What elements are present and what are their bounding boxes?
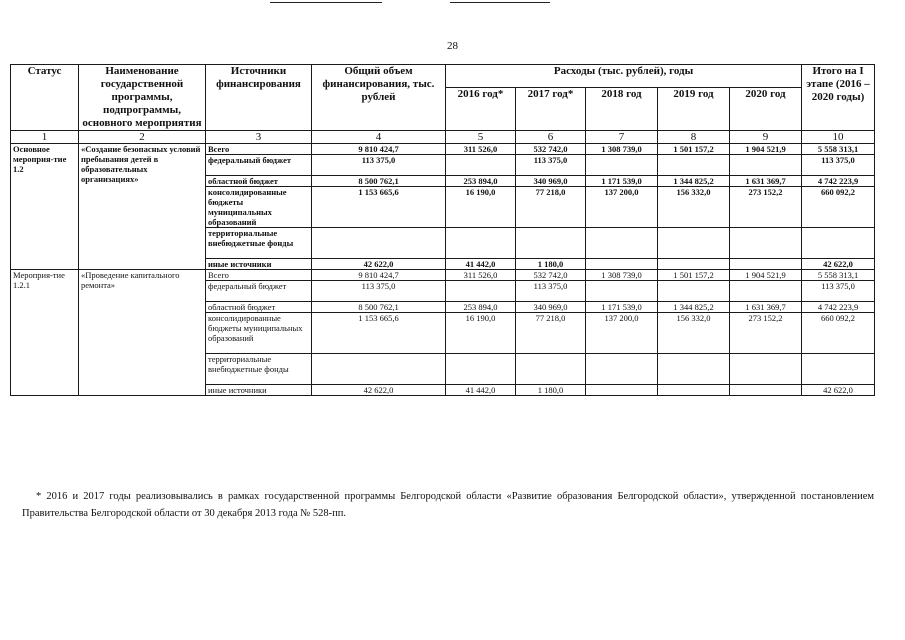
header-year-2020: 2020 год (730, 87, 802, 131)
amount-cell: 660 092,2 (802, 187, 875, 228)
header-source: Источники финансирования (206, 65, 312, 131)
amount-cell (516, 354, 586, 385)
column-number: 5 (446, 131, 516, 144)
amount-cell (658, 385, 730, 396)
table-body (11, 144, 875, 396)
amount-cell: 4 742 223,9 (802, 302, 875, 313)
amount-cell (658, 155, 730, 176)
amount-cell: 1 308 739,0 (586, 270, 658, 281)
amount-cell: 113 375,0 (802, 155, 875, 176)
header-stage-total: Итого на I этапе (2016 – 2020 годы) (802, 65, 875, 131)
funding-source-cell: консолидированные бюджеты муниципальных образований (206, 187, 312, 228)
amount-cell: 1 904 521,9 (730, 144, 802, 155)
amount-cell (446, 354, 516, 385)
row-total (11, 270, 875, 281)
amount-cell: 1 153 665,6 (312, 313, 446, 354)
amount-cell (730, 259, 802, 270)
column-number: 4 (312, 131, 446, 144)
amount-cell (730, 354, 802, 385)
amount-cell: 41 442,0 (446, 385, 516, 396)
funding-source-cell: областной бюджет (206, 176, 312, 187)
amount-cell (446, 281, 516, 302)
amount-cell (658, 259, 730, 270)
funding-source-cell: областной бюджет (206, 302, 312, 313)
column-number: 3 (206, 131, 312, 144)
amount-cell: 113 375,0 (516, 281, 586, 302)
amount-cell: 532 742,0 (516, 144, 586, 155)
funding-source-cell: консолидированные бюджеты муниципальных образований (206, 313, 312, 354)
column-numbers-row (11, 131, 875, 144)
amount-cell: 8 500 762,1 (312, 176, 446, 187)
status-cell: Мероприя-тие 1.2.1 (11, 270, 79, 396)
amount-cell: 16 190,0 (446, 313, 516, 354)
header-year-2016: 2016 год* (446, 87, 516, 131)
column-number: 10 (802, 131, 875, 144)
amount-cell: 113 375,0 (802, 281, 875, 302)
amount-cell: 42 622,0 (802, 385, 875, 396)
header-year-2019: 2019 год (658, 87, 730, 131)
funding-source-cell: территориальные внебюджетные фонды (206, 354, 312, 385)
amount-cell (730, 228, 802, 259)
header-status: Статус (11, 65, 79, 131)
amount-cell (586, 354, 658, 385)
amount-cell (586, 281, 658, 302)
amount-cell (658, 281, 730, 302)
amount-cell: 1 344 825,2 (658, 176, 730, 187)
amount-cell: 156 332,0 (658, 187, 730, 228)
amount-cell: 113 375,0 (312, 155, 446, 176)
funding-source-cell: Всего (206, 270, 312, 281)
header-expenses: Расходы (тыс. рублей), годы (446, 65, 802, 88)
column-number: 7 (586, 131, 658, 144)
page-number: 28 (447, 40, 458, 52)
amount-cell: 311 526,0 (446, 144, 516, 155)
amount-cell: 1 904 521,9 (730, 270, 802, 281)
row-total (11, 144, 875, 155)
amount-cell: 1 501 157,2 (658, 144, 730, 155)
amount-cell: 77 218,0 (516, 313, 586, 354)
funding-source-cell: Всего (206, 144, 312, 155)
amount-cell: 16 190,0 (446, 187, 516, 228)
column-number: 2 (79, 131, 206, 144)
scan-edge-line-left (270, 2, 382, 3)
amount-cell (730, 385, 802, 396)
amount-cell: 9 810 424,7 (312, 144, 446, 155)
amount-cell: 1 501 157,2 (658, 270, 730, 281)
amount-cell: 660 092,2 (802, 313, 875, 354)
amount-cell (446, 228, 516, 259)
amount-cell: 5 558 313,1 (802, 270, 875, 281)
amount-cell: 1 171 539,0 (586, 176, 658, 187)
column-number: 8 (658, 131, 730, 144)
column-number: 9 (730, 131, 802, 144)
column-number: 1 (11, 131, 79, 144)
amount-cell: 311 526,0 (446, 270, 516, 281)
amount-cell: 137 200,0 (586, 313, 658, 354)
amount-cell: 1 344 825,2 (658, 302, 730, 313)
amount-cell (586, 228, 658, 259)
amount-cell: 1 180,0 (516, 259, 586, 270)
header-name: Наименование государственной программы, подпрограммы, основного мероприятия (79, 65, 206, 131)
amount-cell: 137 200,0 (586, 187, 658, 228)
amount-cell (802, 354, 875, 385)
amount-cell: 532 742,0 (516, 270, 586, 281)
amount-cell (516, 228, 586, 259)
footnote-text: * 2016 и 2017 годы реализовывались в рамках государственной программы Белгородской области «Развитие образования Белгородской области», утвержденной постановлением Правительства Белгородской области от 30 декабря 2013 года № 528-пп. (22, 491, 874, 519)
amount-cell (586, 259, 658, 270)
amount-cell (446, 155, 516, 176)
amount-cell (802, 228, 875, 259)
amount-cell: 9 810 424,7 (312, 270, 446, 281)
amount-cell: 340 969,0 (516, 302, 586, 313)
amount-cell: 1 180,0 (516, 385, 586, 396)
amount-cell: 77 218,0 (516, 187, 586, 228)
amount-cell: 1 308 739,0 (586, 144, 658, 155)
amount-cell: 41 442,0 (446, 259, 516, 270)
funding-source-cell: иные источники (206, 259, 312, 270)
amount-cell: 1 153 665,6 (312, 187, 446, 228)
footnote (22, 488, 874, 522)
header-year-2018: 2018 год (586, 87, 658, 131)
amount-cell (586, 385, 658, 396)
amount-cell: 340 969,0 (516, 176, 586, 187)
amount-cell (586, 155, 658, 176)
funding-source-cell: территориальные внебюджетные фонды (206, 228, 312, 259)
amount-cell: 113 375,0 (516, 155, 586, 176)
funding-source-cell: иные источники (206, 385, 312, 396)
amount-cell: 113 375,0 (312, 281, 446, 302)
status-cell: Основное мероприя-тие 1.2 (11, 144, 79, 270)
scan-edge-line-right (450, 2, 550, 3)
financing-table (10, 64, 875, 396)
amount-cell: 273 152,2 (730, 313, 802, 354)
amount-cell (730, 155, 802, 176)
amount-cell: 5 558 313,1 (802, 144, 875, 155)
funding-source-cell: федеральный бюджет (206, 281, 312, 302)
amount-cell: 8 500 762,1 (312, 302, 446, 313)
column-number: 6 (516, 131, 586, 144)
program-name-cell: «Создание безопасных условий пребывания детей в образовательных организациях» (79, 144, 206, 270)
amount-cell: 42 622,0 (312, 385, 446, 396)
amount-cell: 42 622,0 (312, 259, 446, 270)
amount-cell (658, 354, 730, 385)
amount-cell: 1 631 369,7 (730, 176, 802, 187)
funding-source-cell: федеральный бюджет (206, 155, 312, 176)
amount-cell (312, 354, 446, 385)
amount-cell: 253 894,0 (446, 302, 516, 313)
amount-cell: 42 622,0 (802, 259, 875, 270)
header-total: Общий объем финансирования, тыс. рублей (312, 65, 446, 131)
header-year-2017: 2017 год* (516, 87, 586, 131)
amount-cell (730, 281, 802, 302)
program-name-cell: «Проведение капитального ремонта» (79, 270, 206, 396)
amount-cell: 4 742 223,9 (802, 176, 875, 187)
amount-cell: 1 631 369,7 (730, 302, 802, 313)
amount-cell: 1 171 539,0 (586, 302, 658, 313)
amount-cell: 156 332,0 (658, 313, 730, 354)
amount-cell: 253 894,0 (446, 176, 516, 187)
amount-cell (312, 228, 446, 259)
amount-cell (658, 228, 730, 259)
amount-cell: 273 152,2 (730, 187, 802, 228)
